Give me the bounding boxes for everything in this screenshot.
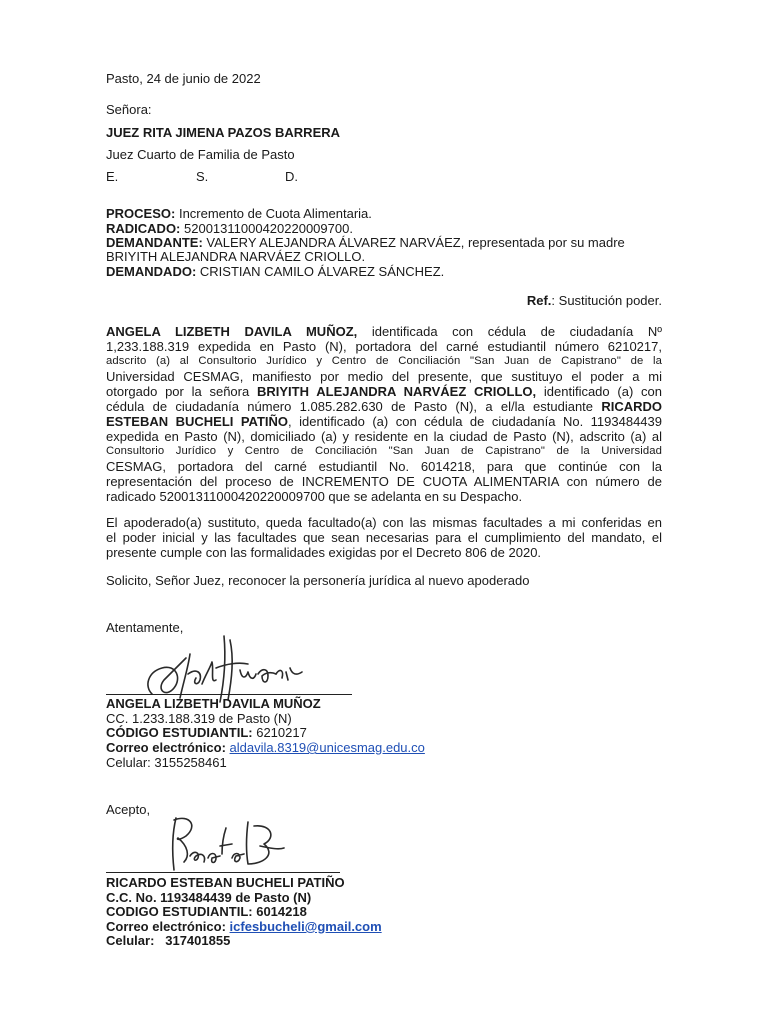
case-proceso (106, 206, 372, 221)
body1-line-8: expedida en Pasto (N), domiciliado (a) y residente en la ciudad de Pasto (N), adscrito (a) al (106, 429, 662, 444)
signer1-name: ANGELA LIZBETH DAVILA MUÑOZ (106, 696, 321, 711)
body1-line-5-a: otorgado por la señora (106, 384, 257, 399)
esd-d: D. (285, 169, 298, 184)
reference (527, 293, 662, 308)
date-line: Pasto, 24 de junio de 2022 (106, 71, 261, 86)
demandante-value: VALERY ALEJANDRA ÁLVAREZ NARVÁEZ, representada por su madre (202, 235, 625, 250)
body2-line-3: presente cumple con las formalidades exigidas por el Decreto 806 de 2020. (106, 545, 542, 560)
radicado-label: RADICADO: (106, 221, 181, 236)
case-demandante (106, 235, 625, 250)
demandado-label: DEMANDADO: (106, 264, 197, 279)
body-paragraph-1 (106, 324, 662, 504)
demandante-label: DEMANDANTE: (106, 235, 203, 250)
signature-2-image (160, 812, 290, 874)
body-paragraph-2 (106, 515, 662, 560)
body1-line-5-c: identificado (a) con (536, 384, 662, 399)
signer1-cc: CC. 1.233.188.319 de Pasto (N) (106, 711, 292, 726)
body1-line-5 (106, 384, 662, 399)
body1-line-6-a: cédula de ciudadanía número 1.085.282.630 de Pasto (N), a el/la estudiante (106, 399, 602, 414)
recipient-title: Juez Cuarto de Familia de Pasto (106, 147, 295, 162)
signature-2-line (106, 872, 340, 873)
body1-line-6 (106, 399, 662, 414)
signer1-email-label: Correo electrónico: (106, 740, 226, 755)
body1-line-1-text: identificada con cédula de ciudadanía Nº (357, 324, 662, 339)
case-demandante-cont: BRIYITH ALEJANDRA NARVÁEZ CRIOLLO. (106, 249, 366, 264)
body1-line-9: Consultorio Jurídico y Centro de Conciliación "San Juan de Capistrano" de la Universidad (106, 445, 662, 457)
signer2-cc: C.C. No. 1193484439 de Pasto (N) (106, 890, 312, 905)
signer2-first-name-inline: RICARDO (601, 399, 662, 414)
body1-line-10: CESMAG, portadora del carné estudiantil No. 6014218, para que continúe con la (106, 459, 662, 474)
signer2-email-link[interactable]: icfesbucheli@gmail.com (229, 919, 382, 934)
body1-line-7 (106, 414, 662, 429)
case-demandado (106, 264, 444, 279)
proceso-label: PROCESO: (106, 206, 176, 221)
signer2-code: CODIGO ESTUDIANTIL: 6014218 (106, 904, 307, 919)
signer1-code (106, 725, 307, 740)
demandado-value: CRISTIAN CAMILO ÁLVAREZ SÁNCHEZ. (196, 264, 445, 279)
signer2-phone: Celular: 317401855 (106, 933, 231, 948)
body1-line-7-text: , identificado (a) con cédula de ciudadanía No. 1193484439 (288, 414, 662, 429)
ref-value: : Sustitución poder. (551, 293, 662, 308)
accept-line: Acepto, (106, 802, 151, 817)
case-radicado (106, 221, 353, 236)
body1-line-3: adscrito (a) al Consultorio Jurídico y Centro de Conciliación "San Juan de Capistrano" de la (106, 355, 662, 367)
body2-line-2: el poder inicial y las facultades que sean necesarias para el cumplimiento del mandato, el (106, 530, 662, 545)
signer1-code-label: CÓDIGO ESTUDIANTIL: (106, 725, 253, 740)
request-line: Solicito, Señor Juez, reconocer la personería jurídica al nuevo apoderado (106, 573, 530, 588)
recipient-name: JUEZ RITA JIMENA PAZOS BARRERA (106, 125, 341, 140)
body2-line-1: El apoderado(a) sustituto, queda facultado(a) con las mismas facultades a mi conferidas en (106, 515, 662, 530)
signer2-email-label: Correo electrónico: (106, 919, 226, 934)
ref-label: Ref. (526, 293, 552, 308)
proceso-value: Incremento de Cuota Alimentaria. (175, 206, 372, 221)
closing: Atentamente, (106, 620, 184, 635)
signer1-email-link[interactable]: aldavila.8319@unicesmag.edu.co (229, 740, 425, 755)
signer1-code-value: 6210217 (252, 725, 307, 740)
signer1-email (106, 740, 425, 755)
signature-1-line (106, 694, 352, 695)
signer2-last-name-inline: ESTEBAN BUCHELI PATIÑO (106, 414, 289, 429)
esd-e: E. (106, 169, 119, 184)
mother-name-inline: BRIYITH ALEJANDRA NARVÁEZ CRIOLLO, (256, 384, 537, 399)
body1-line-2: 1,233.188.319 expedida en Pasto (N), portadora del carné estudiantil número 6210217, (106, 339, 662, 354)
body1-line-4: Universidad CESMAG, manifiesto por medio del presente, que sustituyo el poder a mi (106, 369, 662, 384)
esd-s: S. (196, 169, 209, 184)
signer1-name-inline: ANGELA LIZBETH DAVILA MUÑOZ, (106, 324, 358, 339)
salutation: Señora: (106, 102, 152, 117)
signer2-name: RICARDO ESTEBAN BUCHELI PATIÑO (106, 875, 345, 890)
signer1-phone: Celular: 3155258461 (106, 755, 227, 770)
body1-line-11: representación del proceso de INCREMENTO DE CUOTA ALIMENTARIA con número de (106, 474, 662, 489)
body1-line-12: radicado 52001311000420220009700 que se adelanta en su Despacho. (106, 489, 523, 504)
signer2-email (106, 919, 382, 934)
radicado-value: 52001311000420220009700. (180, 221, 353, 236)
body1-line-1 (106, 324, 662, 339)
